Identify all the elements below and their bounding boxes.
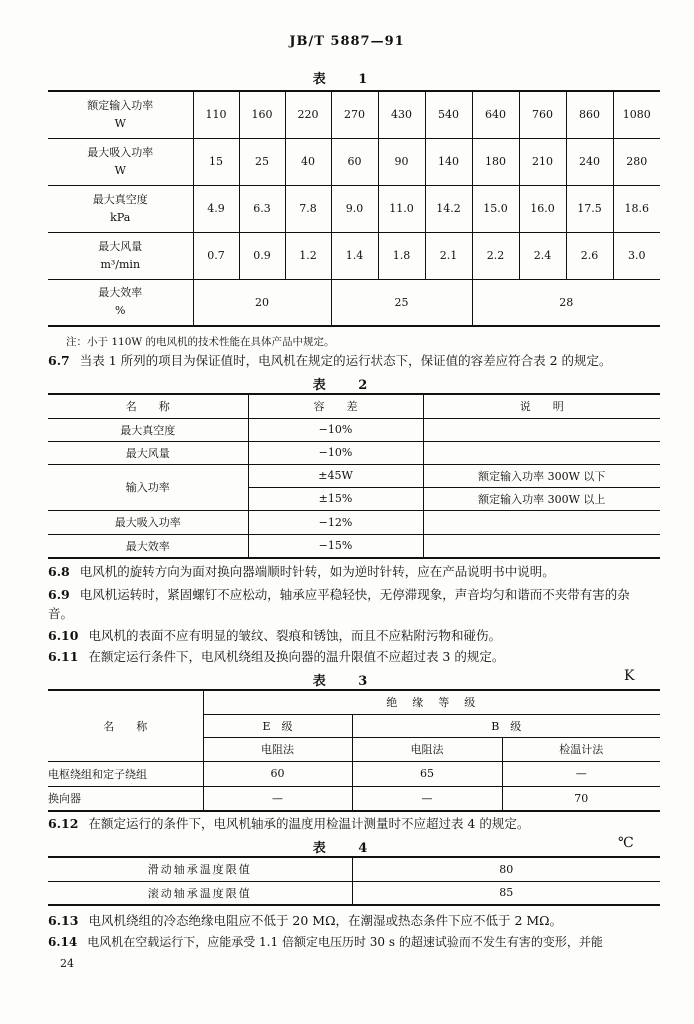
table2-tolerance: ±15% — [248, 487, 423, 510]
table3 — [48, 689, 660, 812]
table1-row — [48, 232, 660, 279]
table1-cell: 860 — [566, 91, 613, 138]
table3-cell: 60 — [203, 761, 352, 786]
clause-text: 电风机运转时，紧固螺钉不应松动，轴承应平稳轻快，无停滞现象，声音均匀和谐而不夹带有害的杂 — [79, 587, 630, 602]
table1-row — [48, 185, 660, 232]
table3-caption: 表 3 — [312, 674, 382, 689]
clause-text: 电风机绕组的冷态绝缘电阻应不低于 20 MΩ，在潮湿或热态条件下应不低于 2 MΩ。 — [88, 913, 563, 928]
table4-cell: 85 — [499, 886, 514, 900]
clause-number: 6.12 — [48, 816, 79, 831]
table1-cell: 3.0 — [613, 232, 660, 279]
row-unit: W — [114, 163, 126, 177]
clause-6-12 — [48, 815, 529, 832]
table3-cell: 65 — [352, 761, 502, 786]
clause-number: 6.7 — [48, 353, 70, 368]
row-unit: % — [115, 304, 126, 318]
table1-cell: 6.3 — [239, 185, 285, 232]
table3-class-b: B 级 — [352, 714, 660, 737]
table1-cell: 430 — [378, 91, 425, 138]
clause-text: 电风机的表面不应有明显的皱纹、裂痕和锈蚀，而且不应粘附污物和碰伤。 — [88, 628, 501, 643]
table2-header-tolerance: 容 差 — [248, 394, 423, 418]
table1-cell: 210 — [519, 138, 566, 185]
table1-row-header — [48, 185, 193, 232]
clause-number: 6.8 — [48, 564, 70, 579]
table3-row-name: 换向器 — [48, 786, 203, 811]
table1-cell: 1.2 — [285, 232, 331, 279]
table1-cell: 2.4 — [519, 232, 566, 279]
row-label: 最大吸入功率 — [87, 145, 154, 159]
table1-cell: 180 — [472, 138, 519, 185]
table1-cell: 4.9 — [193, 185, 239, 232]
table1-cell: 1.8 — [378, 232, 425, 279]
table1-row — [48, 91, 660, 138]
clause-number: 6.10 — [48, 628, 79, 643]
table3-cell: — — [352, 786, 502, 811]
clause-6-9-continued: 音。 — [48, 606, 74, 621]
clause-text: 电风机在空载运行下，应能承受 1.1 倍额定电压历时 30 s 的超速试验而不发生有害的变形，并能 — [87, 935, 603, 949]
row-label: 最大真空度 — [92, 192, 148, 206]
clause-6-14 — [48, 934, 603, 951]
table3-row-name: 电枢绕组和定子绕组 — [48, 761, 203, 786]
table1-cell: 0.9 — [239, 232, 285, 279]
table3-unit: K — [624, 668, 635, 684]
table1-cell: 16.0 — [519, 185, 566, 232]
table2-description: 额定输入功率 300W 以下 — [423, 464, 660, 487]
table1-cell: 540 — [425, 91, 472, 138]
table2-tolerance: −15% — [248, 534, 423, 558]
page-number: 24 — [60, 957, 74, 970]
clause-number: 6.11 — [48, 649, 79, 664]
table2-description: 额定输入功率 300W 以上 — [423, 487, 660, 510]
table2-tolerance: ±45W — [248, 464, 423, 487]
table1-cell: 280 — [613, 138, 660, 185]
table1-cell: 2.6 — [566, 232, 613, 279]
table1-cell: 90 — [378, 138, 425, 185]
table1-cell: 2.2 — [472, 232, 519, 279]
clause-number: 6.9 — [48, 587, 70, 602]
table4-caption: 表 4 — [312, 841, 382, 856]
table2-description — [423, 441, 660, 464]
table1-cell: 14.2 — [425, 185, 472, 232]
clause-6-11 — [48, 648, 504, 665]
table1-row-header — [48, 232, 193, 279]
table1-cell: 220 — [285, 91, 331, 138]
table4-row-name: 滚动轴承温度限值 — [48, 881, 352, 905]
row-unit: W — [114, 116, 126, 130]
table1-cell: 2.1 — [425, 232, 472, 279]
clause-6-7 — [48, 352, 612, 369]
table3-method: 检温计法 — [502, 737, 660, 761]
table1-cell: 11.0 — [378, 185, 425, 232]
table2-description — [423, 510, 660, 534]
table1-cell: 1080 — [613, 91, 660, 138]
table3-cell: — — [502, 761, 660, 786]
table1-cell: 25 — [331, 279, 472, 326]
table1-cell: 25 — [239, 138, 285, 185]
clause-text: 电风机的旋转方向为面对换向器端顺时针转，如为逆时针转，应在产品说明书中说明。 — [79, 564, 555, 579]
table4-unit: ℃ — [618, 835, 634, 851]
table3-method: 电阻法 — [352, 737, 502, 761]
table2-name: 输入功率 — [48, 464, 248, 510]
clause-number: 6.13 — [48, 913, 79, 928]
standard-header: JB/T 5887—91 — [289, 34, 405, 49]
table2-tolerance: −10% — [248, 441, 423, 464]
table2-description — [423, 418, 660, 441]
table2-name: 最大风量 — [48, 441, 248, 464]
clause-text: 当表 1 所列的项目为保证值时，电风机在规定的运行状态下，保证值的容差应符合表 2 的规定。 — [79, 353, 612, 368]
table2-name: 最大真空度 — [48, 418, 248, 441]
row-label: 最大效率 — [98, 286, 143, 300]
table1-cell: 640 — [472, 91, 519, 138]
table3-header-insulation: 绝 缘 等 级 — [203, 690, 660, 714]
table2-tolerance: −10% — [248, 418, 423, 441]
table1-cell: 28 — [559, 295, 574, 309]
table2-name: 最大吸入功率 — [48, 510, 248, 534]
clause-6-10 — [48, 627, 501, 644]
clause-6-9 — [48, 586, 630, 603]
table1-cell: 240 — [566, 138, 613, 185]
table3-class-e: E 级 — [203, 714, 352, 737]
table1-row — [48, 138, 660, 185]
clause-6-8 — [48, 563, 555, 580]
table1-cell: 17.5 — [566, 185, 613, 232]
table1-cell: 0.7 — [193, 232, 239, 279]
table2-tolerance: −12% — [248, 510, 423, 534]
row-unit: m³/min — [100, 257, 141, 271]
clause-number: 6.14 — [48, 935, 78, 949]
table3-method: 电阻法 — [203, 737, 352, 761]
table1-cell: 160 — [239, 91, 285, 138]
table1-row-header — [48, 138, 193, 185]
table3-cell: 70 — [574, 791, 589, 805]
table1-cell: 15.0 — [472, 185, 519, 232]
table1-cell: 110 — [193, 91, 239, 138]
table2-name: 最大效率 — [48, 534, 248, 558]
table4-row-name: 滑动轴承温度限值 — [48, 857, 352, 881]
table2-description — [423, 534, 660, 558]
table4 — [48, 856, 660, 906]
table1-note: 注：小于 110W 的电风机的技术性能在具体产品中规定。 — [66, 336, 335, 348]
table1-row — [48, 279, 660, 326]
row-label: 最大风量 — [98, 239, 143, 253]
table3-cell: — — [203, 786, 352, 811]
row-unit: kPa — [110, 210, 131, 224]
table1-cell: 140 — [425, 138, 472, 185]
table1-cell: 18.6 — [613, 185, 660, 232]
table4-cell: 80 — [352, 857, 660, 881]
table1-cell: 9.0 — [331, 185, 378, 232]
clause-text: 在额定运行的条件下，电风机轴承的温度用检温计测量时不应超过表 4 的规定。 — [88, 816, 530, 831]
table1-cell: 7.8 — [285, 185, 331, 232]
table2-header-description: 说 明 — [423, 394, 660, 418]
table1-row-header — [48, 279, 193, 326]
table3-header-name: 名 称 — [48, 690, 203, 761]
clause-text: 在额定运行条件下，电风机绕组及换向器的温升限值不应超过表 3 的规定。 — [88, 649, 505, 664]
table1 — [48, 90, 660, 327]
table1-cell: 15 — [193, 138, 239, 185]
table1-cell: 20 — [193, 279, 331, 326]
table2-header-name: 名 称 — [48, 394, 248, 418]
table2 — [48, 393, 660, 559]
table1-cell: 60 — [331, 138, 378, 185]
table1-caption: 表 1 — [312, 72, 382, 87]
table1-row-header — [48, 91, 193, 138]
table1-cell: 270 — [331, 91, 378, 138]
table1-cell: 1.4 — [331, 232, 378, 279]
table1-cell: 760 — [519, 91, 566, 138]
clause-6-13 — [48, 912, 562, 929]
row-label: 额定输入功率 — [87, 98, 154, 112]
table1-cell: 40 — [285, 138, 331, 185]
table2-caption: 表 2 — [312, 378, 382, 393]
